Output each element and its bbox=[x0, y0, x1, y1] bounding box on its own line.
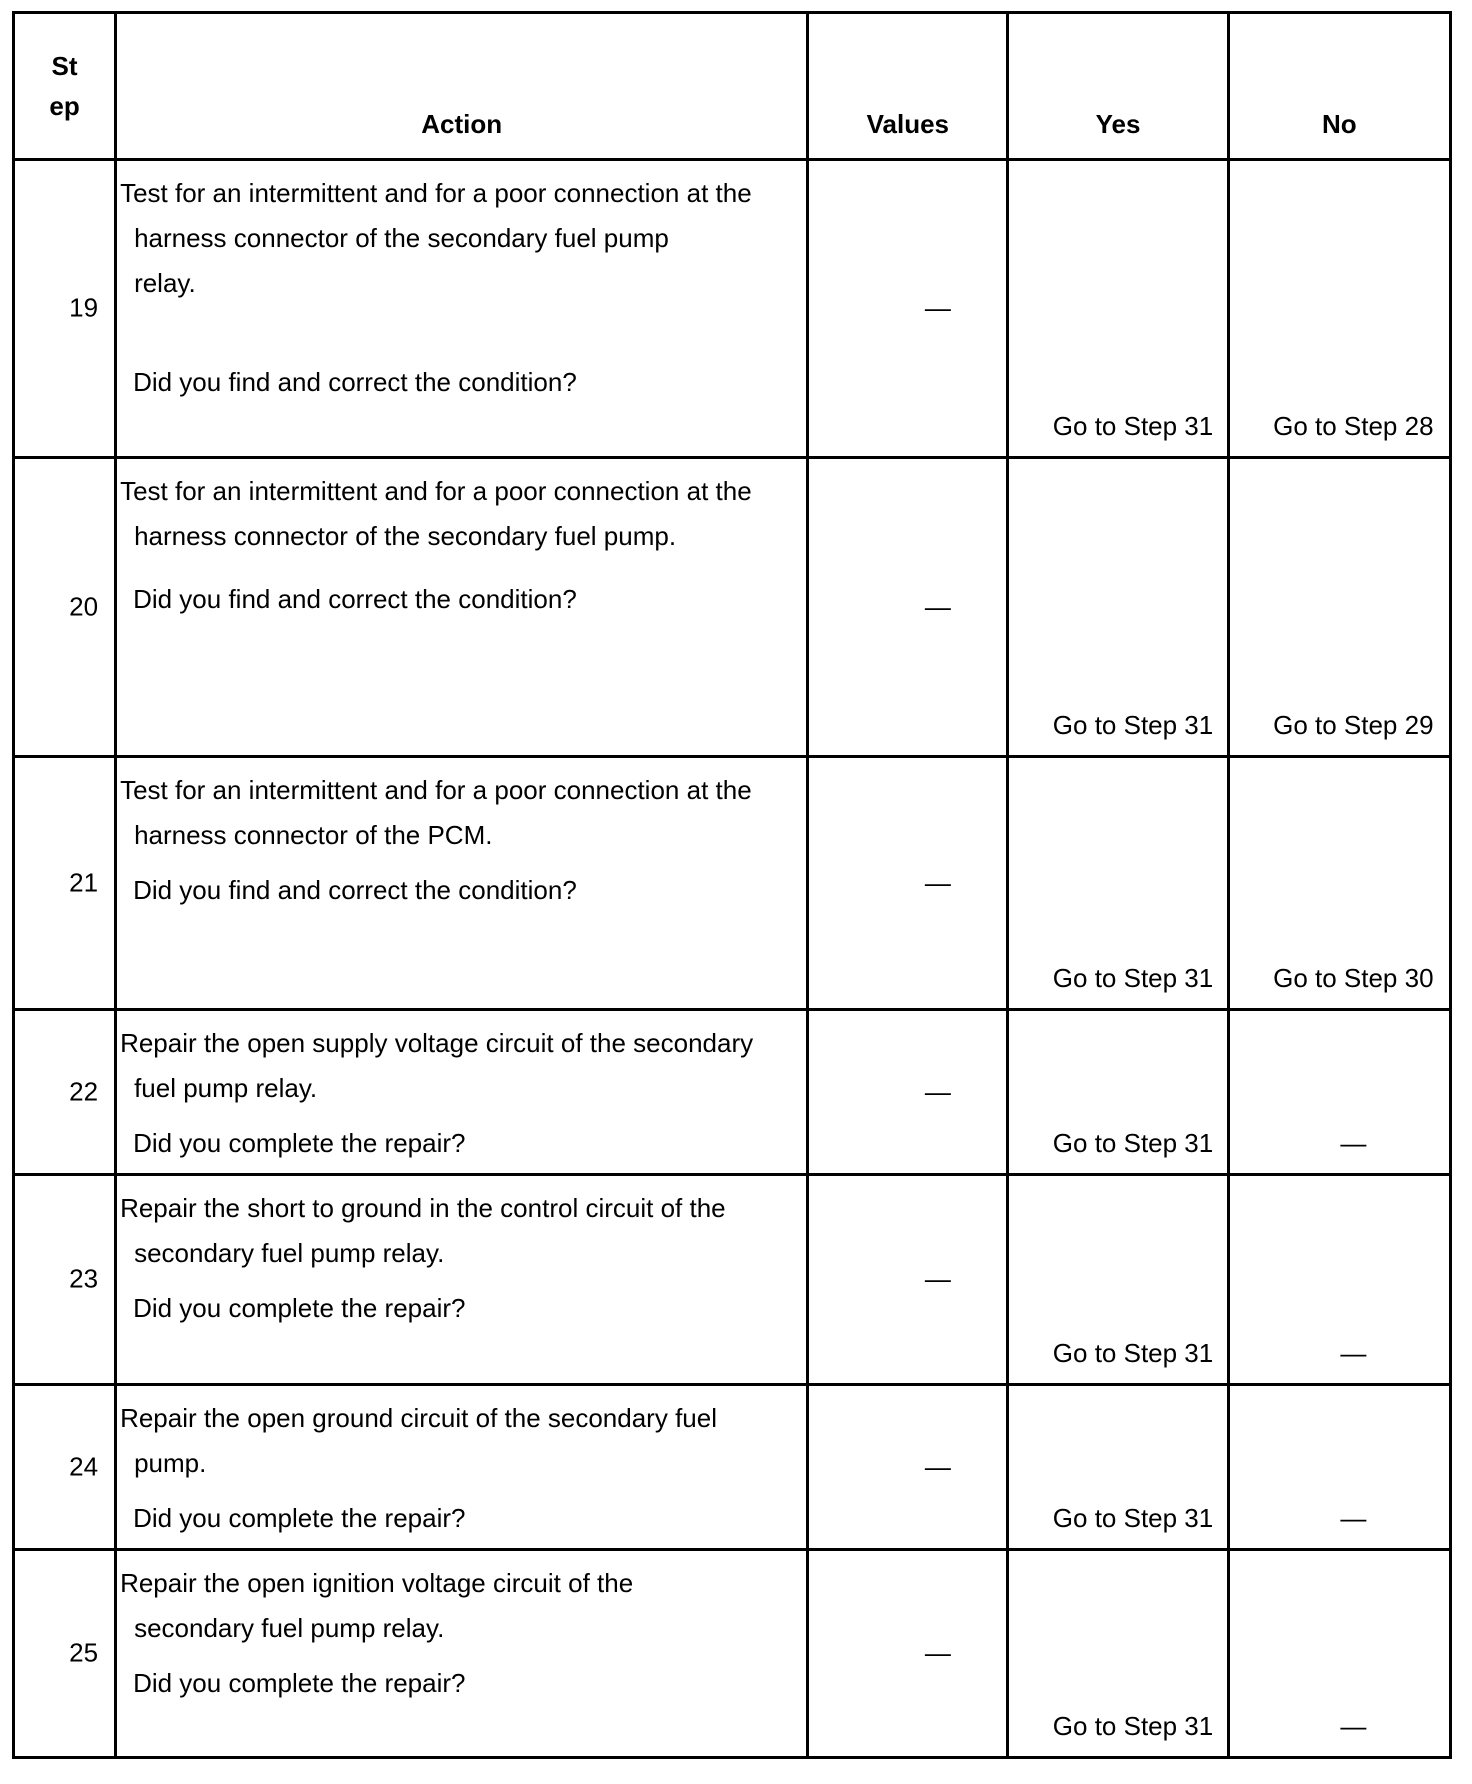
no-text: — bbox=[1340, 1711, 1367, 1741]
yes-text: Go to Step 31 bbox=[1052, 709, 1214, 740]
yes-cell bbox=[1008, 756, 1228, 1010]
no-cell bbox=[1228, 1010, 1450, 1175]
yes-cell bbox=[1008, 1175, 1228, 1384]
action-cell bbox=[116, 756, 808, 1010]
step-cell bbox=[14, 160, 116, 458]
no-cell bbox=[1228, 1549, 1450, 1757]
table-row bbox=[14, 756, 1451, 1010]
no-cell bbox=[1228, 160, 1450, 458]
step-number: 24 bbox=[69, 1451, 99, 1482]
action-question: Did you complete the repair? bbox=[133, 1293, 466, 1324]
action-text-line: Test for an intermittent and for a poor connection at the bbox=[120, 475, 752, 506]
step-number: 19 bbox=[69, 292, 99, 323]
action-cell bbox=[116, 1010, 808, 1175]
value-text: — bbox=[924, 867, 951, 898]
action-text-line: pump. bbox=[134, 1447, 207, 1478]
yes-text: Go to Step 31 bbox=[1052, 1711, 1214, 1741]
no-text: — bbox=[1340, 1128, 1367, 1159]
yes-cell bbox=[1008, 457, 1228, 756]
yes-text: Go to Step 31 bbox=[1052, 963, 1214, 994]
step-cell bbox=[14, 1549, 116, 1757]
values-cell bbox=[808, 160, 1008, 458]
step-number: 20 bbox=[69, 591, 99, 622]
action-text-line: harness connector of the PCM. bbox=[134, 819, 493, 850]
step-cell bbox=[14, 756, 116, 1010]
action-text-line: Test for an intermittent and for a poor connection at the bbox=[120, 178, 752, 208]
header-action: Action bbox=[116, 13, 808, 160]
yes-text: Go to Step 31 bbox=[1052, 1128, 1214, 1159]
action-text-line: secondary fuel pump relay. bbox=[134, 1238, 445, 1269]
action-text-line: fuel pump relay. bbox=[134, 1073, 318, 1104]
no-cell bbox=[1228, 457, 1450, 756]
yes-text: Go to Step 31 bbox=[1052, 1502, 1214, 1533]
yes-cell bbox=[1008, 160, 1228, 458]
action-cell bbox=[116, 457, 808, 756]
value-text: — bbox=[924, 1637, 951, 1668]
values-cell bbox=[808, 457, 1008, 756]
value-text: — bbox=[924, 591, 951, 622]
no-text: Go to Step 28 bbox=[1273, 410, 1434, 441]
action-cell bbox=[116, 160, 808, 458]
values-cell bbox=[808, 756, 1008, 1010]
header-no: No bbox=[1228, 13, 1450, 160]
value-text: — bbox=[924, 292, 951, 323]
value-text: — bbox=[924, 1451, 951, 1482]
step-number: 22 bbox=[69, 1076, 99, 1107]
action-question: Did you complete the repair? bbox=[133, 1502, 466, 1533]
table-row bbox=[14, 1010, 1451, 1175]
no-text: — bbox=[1340, 1502, 1367, 1533]
step-number: 23 bbox=[69, 1263, 99, 1294]
value-text: — bbox=[924, 1076, 951, 1107]
values-cell bbox=[808, 1549, 1008, 1757]
action-text-line: secondary fuel pump relay. bbox=[134, 1612, 445, 1643]
yes-cell bbox=[1008, 1549, 1228, 1757]
no-text: — bbox=[1340, 1337, 1367, 1368]
action-question: Did you complete the repair? bbox=[133, 1128, 466, 1159]
values-cell bbox=[808, 1010, 1008, 1175]
action-question: Did you find and correct the condition? bbox=[133, 874, 577, 905]
header-values: Values bbox=[808, 13, 1008, 160]
action-cell bbox=[116, 1549, 808, 1757]
values-cell bbox=[808, 1175, 1008, 1384]
table-row bbox=[14, 1175, 1451, 1384]
diagnostic-table bbox=[12, 11, 1452, 1759]
step-cell bbox=[14, 457, 116, 756]
action-text-line: relay. bbox=[134, 268, 196, 298]
table-row bbox=[14, 160, 1451, 458]
table-row bbox=[14, 457, 1451, 756]
action-text-line: Repair the open ground circuit of the secondary fuel bbox=[120, 1402, 717, 1433]
header-row bbox=[14, 13, 1451, 160]
yes-text: Go to Step 31 bbox=[1052, 1337, 1214, 1368]
no-cell bbox=[1228, 756, 1450, 1010]
header-yes: Yes bbox=[1008, 13, 1228, 160]
action-text-line: Repair the short to ground in the control circuit of the bbox=[120, 1193, 726, 1224]
yes-text: Go to Step 31 bbox=[1052, 410, 1214, 441]
value-text: — bbox=[924, 1263, 951, 1294]
values-cell bbox=[808, 1384, 1008, 1549]
step-cell bbox=[14, 1175, 116, 1384]
action-question: Did you complete the repair? bbox=[133, 1667, 466, 1698]
action-cell bbox=[116, 1175, 808, 1384]
no-cell bbox=[1228, 1384, 1450, 1549]
action-text-line: Repair the open supply voltage circuit of the secondary bbox=[120, 1028, 754, 1059]
action-text-line: Repair the open ignition voltage circuit of the bbox=[120, 1567, 634, 1598]
no-text: Go to Step 30 bbox=[1273, 963, 1434, 994]
action-text-line: Test for an intermittent and for a poor connection at the bbox=[120, 774, 752, 805]
table-row bbox=[14, 1384, 1451, 1549]
no-text: Go to Step 29 bbox=[1273, 709, 1434, 740]
step-number: 25 bbox=[69, 1637, 99, 1668]
action-cell bbox=[116, 1384, 808, 1549]
action-text-line: harness connector of the secondary fuel pump. bbox=[134, 520, 677, 551]
action-question: Did you find and correct the condition? bbox=[133, 367, 577, 397]
step-number: 21 bbox=[69, 867, 99, 898]
no-cell bbox=[1228, 1175, 1450, 1384]
yes-cell bbox=[1008, 1384, 1228, 1549]
step-cell bbox=[14, 1010, 116, 1175]
action-text-line: harness connector of the secondary fuel pump bbox=[134, 223, 669, 253]
header-step: St ep bbox=[14, 13, 116, 160]
step-cell bbox=[14, 1384, 116, 1549]
action-question: Did you find and correct the condition? bbox=[133, 583, 577, 614]
yes-cell bbox=[1008, 1010, 1228, 1175]
table-row bbox=[14, 1549, 1451, 1757]
